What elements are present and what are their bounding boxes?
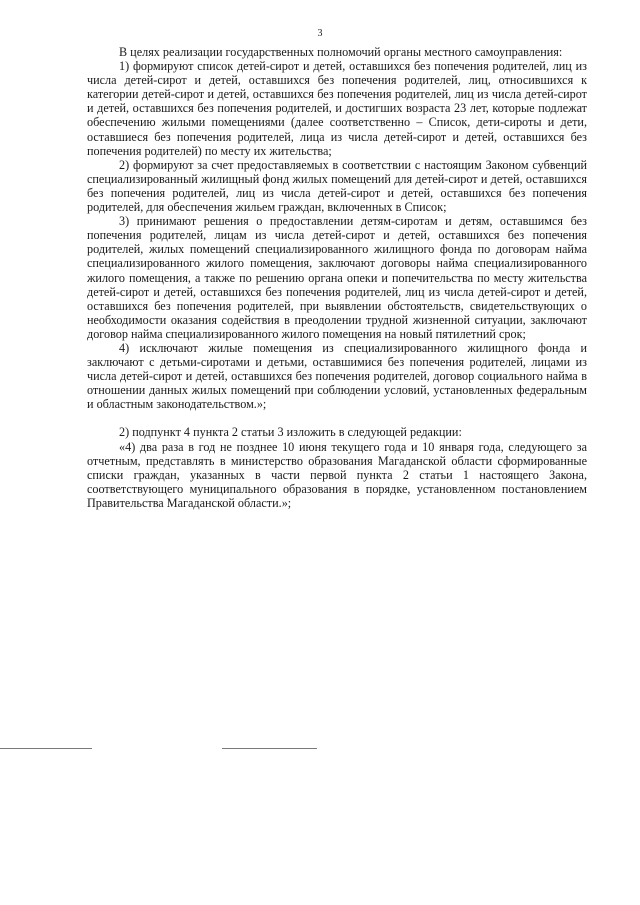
item-1-paragraph: 1) формируют список детей-сирот и детей, оставшихся без попечения родителей, лиц из числа детей-сирот и детей, оставшихся без попечения родителей, лиц, относившихся к категории детей-сирот и детей, оставшихся без попечения родителей, лиц из числа детей-сирот и детей, оставшихся без попечения родителей, и достигших возраста 23 лет, которые подлежат обеспечению жилыми помещениями (далее соответственно – Список, дети-сироты и дети, оставшиеся без попечения родителей, лица из числа детей-сирот и детей, оставшихся без попечения родителей) по месту их жительства;: [87, 59, 587, 158]
amendment-text-paragraph: «4) два раза в год не позднее 10 июня текущего года и 10 января года, следующего за отчетным, представлять в министерство образования Магаданской области сформированные списки граждан, указанных в части первой пункта 2 статьи 1 настоящего Закона, соответствующего муниципального образования в порядке, установленном постановлением Правительства Магаданской области.»;: [87, 439, 587, 510]
page-number: 3: [317, 28, 323, 39]
item-2-paragraph: 2) формируют за счет предоставляемых в соответствии с настоящим Законом субвенций специализированный жилищный фонд жилых помещений для детей-сирот и детей, оставшихся без попечения родителей, лиц из числа детей-сирот и детей, оставшихся без попечения родителей, для обеспечения жильем граждан, включенных в Список;: [87, 157, 587, 215]
item-3-paragraph: 3) принимают решения о предоставлении детям-сиротам и детям, оставшимся без попечения родителей, лицам из числа детей-сирот и детей, оставшихся без попечения родителей, жилых помещений специализированного жилищного фонда по договорам найма специализированного жилого помещения, заключают договоры найма специализированного жилого помещения, а также по решению органа опеки и попечительства по месту жительства детей-сирот и детей, оставшихся без попечения родителей, лиц из числа детей-сирот и детей, оставшихся без попечения родителей, при выявлении обстоятельств, свидетельствующих о необходимости оказания содействия в преодолении трудной жизненной ситуации, заключают договор найма специализированного жилого помещения на новый пятилетний срок;: [87, 214, 587, 341]
amendment-paragraph: 2) подпункт 4 пункта 2 статьи 3 изложить в следующей редакции:: [119, 425, 462, 440]
scan-artifact-line: [0, 748, 92, 749]
scan-artifact-line: [222, 748, 317, 749]
document-body: [87, 45, 587, 510]
intro-paragraph: В целях реализации государственных полномочий органы местного самоуправления:: [119, 45, 563, 59]
item-4-paragraph: 4) исключают жилые помещения из специализированного жилищного фонда и заключают с детьми-сиротами и детьми, оставшимися без попечения родителей, лицами из числа детей-сирот и детей, оставшихся без попечения родителей, договор социального найма в отношении данных жилых помещений при соблюдении условий, установленных федеральным и областным законодательством.»;: [87, 340, 587, 412]
